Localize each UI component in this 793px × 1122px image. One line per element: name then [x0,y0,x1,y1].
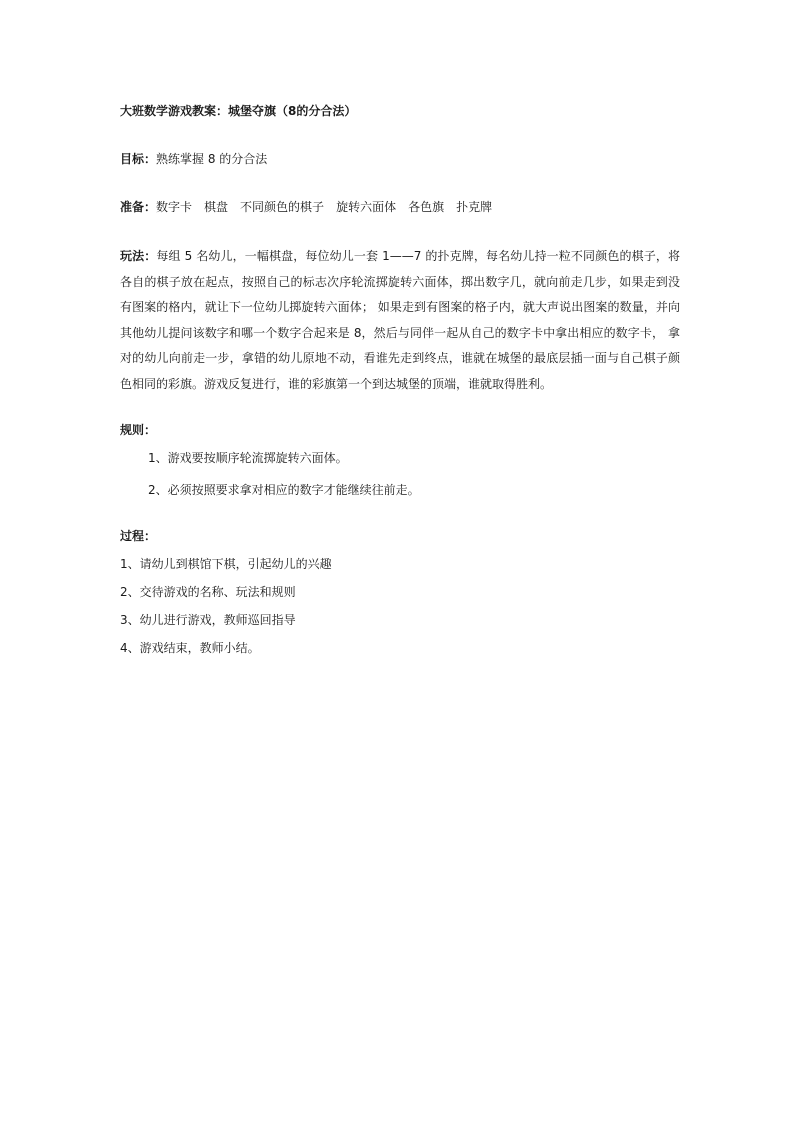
preparation-item: 旋转六面体 [336,200,397,214]
rules-list [120,447,680,501]
process-list [120,553,680,659]
gameplay-label: 玩法： [120,249,157,263]
goal-text: 熟练掌握 8 的分合法 [156,152,268,166]
document-body [120,100,680,665]
goal-label: 目标： [120,152,157,166]
document-title: 大班数学游戏教案：城堡夺旗（8的分合法） [120,104,357,118]
preparation-item: 棋盘 [204,200,229,214]
goal-paragraph [120,148,680,170]
gameplay-text: 每组 5 名幼儿，一幅棋盘，每位幼儿一套 1——7 的扑克牌，每名幼儿持一粒不同颜色的棋子，将各自的棋子放在起点，按照自己的标志次序轮流掷旋转六面体，掷出数字几，就向前走几步，如果走到没有图案的格内，就让下一位幼儿掷旋转六面体； 如果走到有图案的格子内，就大声说出图案的数量，并向其他幼儿提问该数字和哪一个数字合起来是 8，然后与同伴一起从自己的数字卡中拿出相应的数字卡， 拿对的幼儿向前走一步，拿错的幼儿原地不动，看谁先走到终点，谁就在城堡的最底层插一面与自己棋子颜色相同的彩旗。游戏反复进行，谁的彩旗第一个到达城堡的顶端，谁就取得胜利。 [120,249,680,391]
preparation-item: 不同颜色的棋子 [240,200,325,214]
process-step: 1、请幼儿到棋馆下棋，引起幼儿的兴趣 [120,557,332,571]
rules-heading: 规则： [120,423,157,437]
process-heading: 过程： [120,529,157,543]
gameplay-paragraph [120,244,680,397]
preparation-item: 扑克牌 [456,200,493,214]
rule-item: 1、游戏要按顺序轮流掷旋转六面体。 [148,451,348,465]
preparation-paragraph [120,196,680,218]
preparation-item: 各色旗 [408,200,445,214]
rule-item: 2、必须按照要求拿对相应的数字才能继续往前走。 [148,483,420,497]
process-step: 2、交待游戏的名称、玩法和规则 [120,585,296,599]
preparation-label: 准备： [120,200,157,214]
preparation-item: 数字卡 [156,200,193,214]
process-step: 4、游戏结束，教师小结。 [120,641,260,655]
process-step: 3、幼儿进行游戏，教师巡回指导 [120,613,296,627]
